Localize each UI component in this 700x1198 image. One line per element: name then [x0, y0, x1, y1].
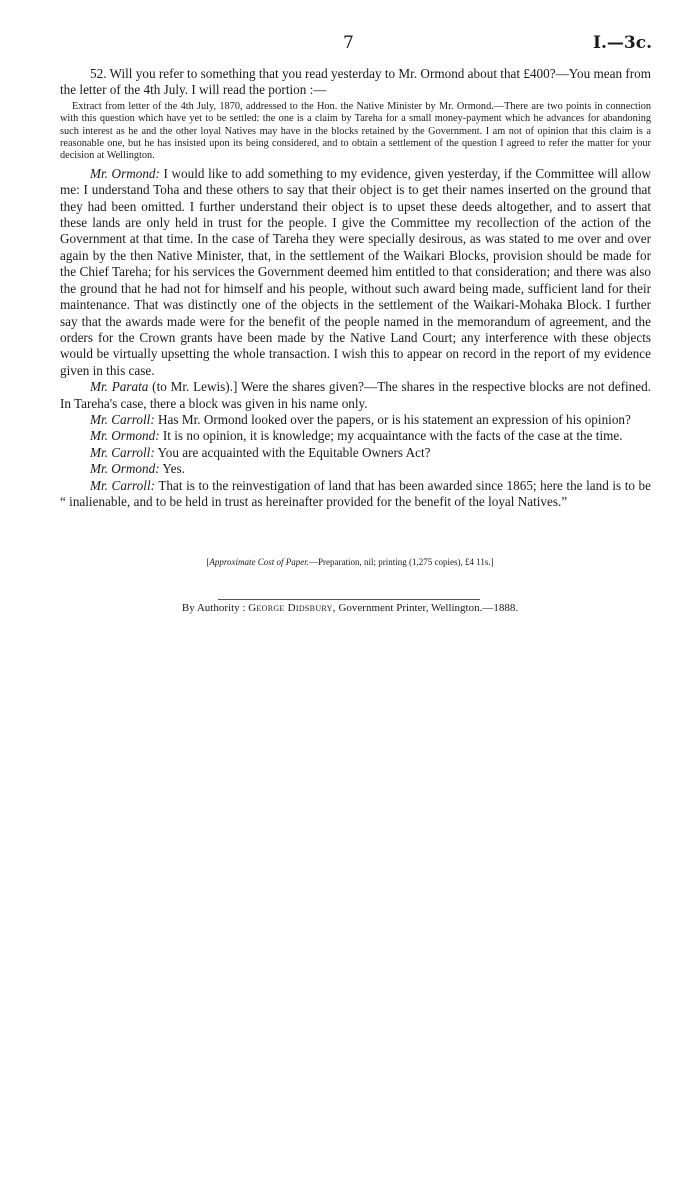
- page-number: 7: [343, 33, 354, 53]
- document-reference: I.—3c.: [593, 33, 652, 53]
- printer-imprint: By Authority : George Didsbury, Government Printer, Wellington.—1888.: [181, 602, 519, 614]
- testimony-paragraph: Mr. Ormond: It is no opinion, it is knowledge; my acquaintance with the facts of the case at the time.: [90, 428, 623, 444]
- testimony-paragraph: Mr. Carroll: That is to the reinvestigation of land that has been awarded since 1865; here the land is to be “ inalienable, and to be held in trust as hereinafter provided for the benefit of the loyal Natives.”: [60, 477, 651, 509]
- cost-of-paper-note: [Approximate Cost of Paper.—Preparation, nil; printing (1,275 copies), £4 11s.]: [206, 557, 494, 567]
- body-text: [60, 66, 651, 510]
- testimony-paragraph: Mr. Ormond: I would like to add something to my evidence, given yesterday, if the Committee will allow me: I understand Toha and these others to say that their object is to get their names inserted on the ground that they had been omitted. I further understand their object is to upset these deeds altogether, and to assert that these lands are only held in trust for the people. I give the Committee my recollection of the action of the Government at that time. In the case of Tareha they were specially desirous, as was stated to me over and over again by the then Native Minister, that, in the settlement of the Waikari Blocks, provision should be made for the Chief Tareha; for his services the Government deemed him entitled to that consideration; and there was also the ground that he had not for himself and his people, without such award being made, sufficient land for their maintenance. That was distinctly one of the objects in the settlement of the Waikari-Mohaka Block. I further say that the awards made were for the benefit of the people named in the memorandum of agreement, and the orders for the Crown grants have been made by the Native Land Court; any interference with these objects would be virtually upsetting the whole transaction. I wish this to appear on record in the report of my evidence given in this case.: [60, 165, 651, 378]
- printer-name: George Didsbury,: [248, 602, 336, 614]
- speaker-name: Mr. Carroll:: [90, 444, 155, 460]
- speaker-name: Mr. Ormond:: [90, 165, 160, 181]
- testimony-paragraph: Mr. Carroll: Has Mr. Ormond looked over the papers, or is his statement an expression of his opinion?: [90, 411, 631, 427]
- testimony-paragraph: Mr. Parata (to Mr. Lewis).] Were the shares given?—The shares in the respective blocks are not defined. In Tareha's case, there a block was given in his name only.: [60, 379, 651, 411]
- speaker-name: Mr. Ormond:: [90, 428, 160, 444]
- speaker-name: Mr. Parata: [90, 379, 149, 395]
- speaker-name: Mr. Carroll:: [90, 411, 155, 427]
- question-paragraph: 52. Will you refer to something that you read yesterday to Mr. Ormond about that £400?—You mean from the letter of the 4th July. I will read the portion :—: [60, 66, 651, 98]
- speaker-name: Mr. Carroll:: [90, 477, 155, 493]
- speaker-name: Mr. Ormond:: [90, 461, 160, 477]
- letter-extract: Extract from letter of the 4th July, 1870, addressed to the Hon. the Native Minister by Mr. Ormond.—There are two points in connection with this question which have yet to be settled: the one is a claim by Tareha for a small money-payment which he advances for abandoning such interest as he and the other loyal Natives may have in the blocks retained by the Government. I am not of opinion that this claim is a reasonable one, but he has insisted upon its being considered, and to obtain a settlement of the question I agreed to refer the matter for your decision at Wellington.: [60, 100, 651, 162]
- page-header: [0, 33, 700, 57]
- testimony-paragraph: Mr. Ormond: Yes.: [90, 461, 185, 477]
- divider-rule: [218, 599, 480, 600]
- testimony-paragraph: Mr. Carroll: You are acquainted with the Equitable Owners Act?: [90, 444, 431, 460]
